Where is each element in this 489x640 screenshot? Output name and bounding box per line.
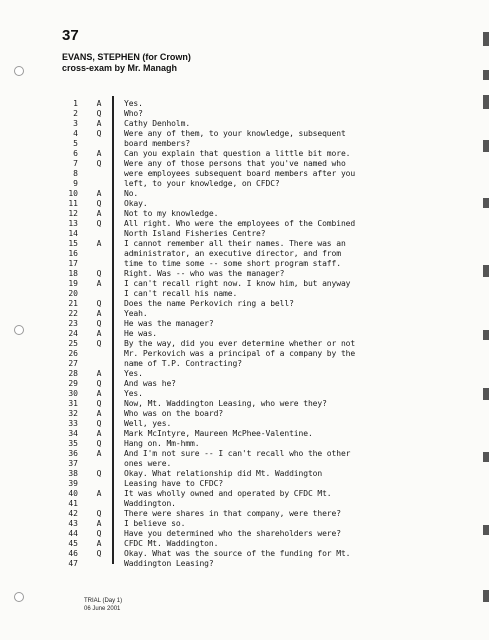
speaker-label: Q (96, 509, 102, 518)
transcript-line: North Island Fisheries Centre? (124, 229, 266, 238)
line-number: 19 (68, 279, 78, 288)
line-number: 15 (68, 239, 78, 248)
transcript-line: name of T.P. Contracting? (124, 359, 242, 368)
transcript-line: Does the name Perkovich ring a bell? (124, 299, 294, 308)
speaker-label: A (96, 389, 102, 398)
speaker-label: A (96, 189, 102, 198)
transcript-line: were employees subsequent board members after you (124, 169, 356, 178)
line-number: 42 (68, 509, 78, 518)
line-number: 22 (68, 309, 78, 318)
speaker-label: Q (96, 269, 102, 278)
speaker-label: Q (96, 299, 102, 308)
edge-tab (483, 525, 489, 535)
line-number: 36 (68, 449, 78, 458)
transcript-line: I believe so. (124, 519, 186, 528)
footer (84, 597, 122, 613)
line-number: 26 (68, 349, 78, 358)
transcript-line: Mr. Perkovich was a principal of a company by the (124, 349, 356, 358)
transcript-line: left, to your knowledge, on CFDC? (124, 179, 280, 188)
speaker-label: A (96, 369, 102, 378)
speaker-label: A (96, 519, 102, 528)
transcript-line: Waddington. (124, 499, 176, 508)
speaker-label: A (96, 539, 102, 548)
speaker-label: A (96, 489, 102, 498)
speaker-label: A (96, 409, 102, 418)
line-number: 30 (68, 389, 78, 398)
speaker-label: Q (96, 529, 102, 538)
transcript-line: Mark McIntyre, Maureen McPhee-Valentine. (124, 429, 313, 438)
transcript-line: Cathy Denholm. (124, 119, 191, 128)
line-number: 43 (68, 519, 78, 528)
speaker-label: A (96, 309, 102, 318)
speaker-label: Q (96, 399, 102, 408)
transcript-line: board members? (124, 139, 191, 148)
transcript-line: I cannot remember all their names. There was an (124, 239, 346, 248)
speaker-label: A (96, 329, 102, 338)
witness-name: EVANS, STEPHEN (for Crown) (62, 52, 191, 62)
edge-tab (483, 32, 489, 46)
speaker-label: Q (96, 219, 102, 228)
speaker-label: A (96, 119, 102, 128)
line-number: 10 (68, 189, 78, 198)
edge-tab (483, 330, 489, 340)
line-number: 37 (68, 459, 78, 468)
line-number: 28 (68, 369, 78, 378)
line-number: 31 (68, 399, 78, 408)
line-number: 32 (68, 409, 78, 418)
transcript-line: He was. (124, 329, 158, 338)
edge-tab (483, 388, 489, 400)
speaker-label: Q (96, 439, 102, 448)
line-number: 1 (73, 99, 78, 108)
transcript-line: Not to my knowledge. (124, 209, 219, 218)
transcript-line: And I'm not sure -- I can't recall who the other (124, 449, 351, 458)
transcript-line: Have you determined who the shareholders were? (124, 529, 341, 538)
speaker-label: Q (96, 199, 102, 208)
transcript-line: Okay. What was the source of the funding for Mt. (124, 549, 351, 558)
binder-hole (14, 592, 24, 602)
line-number: 7 (73, 159, 78, 168)
footer-date: 06 June 2001 (84, 606, 121, 612)
speaker-label: A (96, 99, 102, 108)
speaker-label (92, 289, 106, 299)
line-number: 14 (68, 229, 78, 238)
speaker-label (92, 179, 106, 189)
edge-tab (483, 265, 489, 277)
speaker-column (0, 99, 106, 569)
speaker-label: A (96, 209, 102, 218)
speaker-label: A (96, 149, 102, 158)
transcript-line: It was wholly owned and operated by CFDC Mt. (124, 489, 332, 498)
transcript-line: No. (124, 189, 139, 198)
speaker-label (92, 229, 106, 239)
line-number: 41 (68, 499, 78, 508)
speaker-label: Q (96, 159, 102, 168)
speaker-label (92, 559, 106, 569)
footer-trial-day: TRIAL (Day 1) (84, 598, 123, 604)
line-number: 44 (68, 529, 78, 538)
transcript-line: CFDC Mt. Waddington. (124, 539, 219, 548)
transcript-line: Yes. (124, 369, 143, 378)
speaker-label (92, 139, 106, 149)
speaker-label: A (96, 279, 102, 288)
transcript-line: Okay. (124, 199, 148, 208)
edge-tab (483, 198, 489, 208)
speaker-label (92, 259, 106, 269)
transcript-line: By the way, did you ever determine whether or not (124, 339, 356, 348)
line-number: 23 (68, 319, 78, 328)
line-number: 9 (73, 179, 78, 188)
examination-type: cross-exam by Mr. Managh (62, 63, 178, 73)
binder-hole (14, 66, 24, 76)
witness-header (62, 52, 191, 74)
transcript-line: I can't recall his name. (124, 289, 238, 298)
speaker-label: Q (96, 339, 102, 348)
transcript-line: Were any of those persons that you've named who (124, 159, 346, 168)
speaker-label (92, 349, 106, 359)
transcript-line: Hang on. Mm-hmm. (124, 439, 200, 448)
transcript-line: And was he? (124, 379, 176, 388)
transcript-line: ones were. (124, 459, 172, 468)
transcript-line: Can you explain that question a little bit more. (124, 149, 351, 158)
transcript-line: All right. Who were the employees of the Combined (124, 219, 356, 228)
line-number: 25 (68, 339, 78, 348)
line-number: 2 (73, 109, 78, 118)
transcript-line: Leasing have to CFDC? (124, 479, 224, 488)
line-number: 47 (68, 559, 78, 568)
transcript-line: Yes. (124, 389, 143, 398)
line-number: 34 (68, 429, 78, 438)
edge-tab (483, 590, 489, 602)
transcript-line: I can't recall right now. I know him, but anyway (124, 279, 351, 288)
speaker-label: A (96, 239, 102, 248)
transcript-line: He was the manager? (124, 319, 214, 328)
speaker-label: A (96, 429, 102, 438)
transcript-text (124, 99, 355, 569)
speaker-label: Q (96, 549, 102, 558)
speaker-label: Q (96, 319, 102, 328)
speaker-label (92, 249, 106, 259)
transcript-line: Well, yes. (124, 419, 172, 428)
speaker-label: Q (96, 379, 102, 388)
speaker-label (92, 169, 106, 179)
line-number: 29 (68, 379, 78, 388)
line-number: 8 (73, 169, 78, 178)
speaker-label (92, 459, 106, 469)
line-number: 18 (68, 269, 78, 278)
speaker-label (92, 359, 106, 369)
line-number: 4 (73, 129, 78, 138)
line-number: 17 (68, 259, 78, 268)
transcript-line: Who was on the board? (124, 409, 224, 418)
speaker-label: A (96, 449, 102, 458)
edge-tab (483, 70, 489, 80)
speaker-label (92, 479, 106, 489)
transcript-line: Were any of them, to your knowledge, subsequent (124, 129, 346, 138)
line-number: 5 (73, 139, 78, 148)
transcript-line: There were shares in that company, were there? (124, 509, 341, 518)
edge-tab (483, 452, 489, 462)
line-number: 12 (68, 209, 78, 218)
line-number: 39 (68, 479, 78, 488)
line-number: 27 (68, 359, 78, 368)
speaker-label: Q (96, 109, 102, 118)
margin-rule (112, 96, 114, 564)
line-number: 24 (68, 329, 78, 338)
line-number: 11 (68, 199, 78, 208)
transcript-line: time to time some -- some short program staff. (124, 259, 341, 268)
transcript-line: administrator, an executive director, and from (124, 249, 341, 258)
edge-tab (483, 95, 489, 109)
speaker-label: Q (96, 469, 102, 478)
line-number: 3 (73, 119, 78, 128)
line-number: 21 (68, 299, 78, 308)
line-number: 16 (68, 249, 78, 258)
line-number: 40 (68, 489, 78, 498)
transcript-line: Now, Mt. Waddington Leasing, who were they? (124, 399, 327, 408)
speaker-label: Q (96, 129, 102, 138)
line-number: 20 (68, 289, 78, 298)
line-number: 45 (68, 539, 78, 548)
line-number: 13 (68, 219, 78, 228)
edge-tab (483, 140, 489, 152)
transcript-line: Okay. What relationship did Mt. Waddington (124, 469, 323, 478)
transcript-line: Yes. (124, 99, 143, 108)
transcript-line: Yeah. (124, 309, 148, 318)
line-number: 38 (68, 469, 78, 478)
line-number: 33 (68, 419, 78, 428)
line-number: 6 (73, 149, 78, 158)
speaker-label (92, 499, 106, 509)
transcript-line: Waddington Leasing? (124, 559, 214, 568)
transcript-line: Right. Was -- who was the manager? (124, 269, 285, 278)
page-number: 37 (62, 27, 79, 44)
speaker-label: Q (96, 419, 102, 428)
line-number: 35 (68, 439, 78, 448)
transcript-line: Who? (124, 109, 143, 118)
line-number: 46 (68, 549, 78, 558)
